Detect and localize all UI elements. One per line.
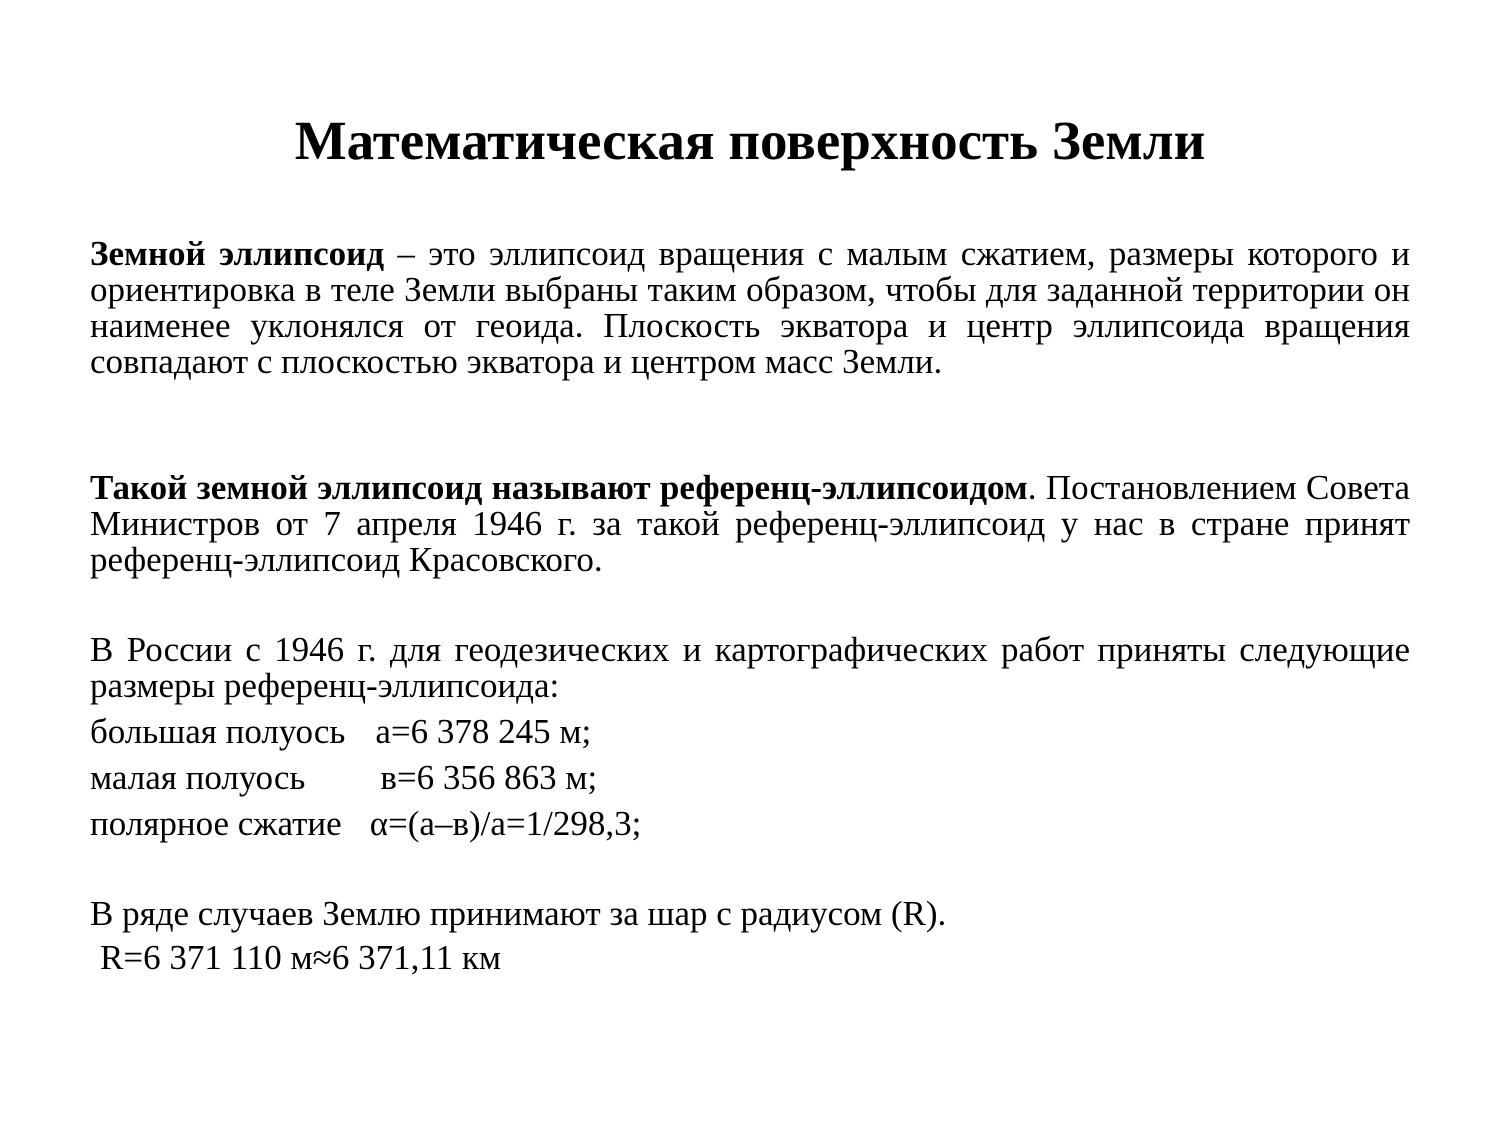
paragraph-russia-dimensions: В России с 1946 г. для геодезических и картографических работ приняты следующие размеры референц-эллипсоида:: [90, 630, 1410, 705]
term-reference-ellipsoid: Такой земной эллипсоид называют референц-эллипсоидом: [90, 468, 1028, 507]
row-polar-flattening: [90, 806, 641, 842]
label-semi-minor-axis: малая полуось: [90, 758, 306, 797]
term-earth-ellipsoid: Земной эллипсоид: [90, 234, 385, 273]
label-semi-major-axis: большая полуось: [90, 712, 346, 751]
row-semi-minor-axis: [90, 760, 597, 796]
paragraph-reference-ellipsoid: [90, 470, 1410, 578]
text-reference-ellipsoid: . Постановлением Совета Министров от 7 апреля 1946 г. за такой референц-эллипсоид у нас в стране принят референц-эллипсоид Красовского.: [90, 468, 1410, 579]
slide-title: Математическая поверхность Земли: [294, 110, 1206, 171]
earth-radius-value: R=6 371 110 м≈6 371,11 км: [100, 938, 501, 977]
label-polar-flattening: полярное сжатие: [90, 804, 342, 843]
value-polar-flattening: α=(а–в)/а=1/298,3;: [369, 804, 642, 843]
paragraph-earth-ellipsoid: [90, 236, 1410, 380]
value-semi-minor-axis: в=6 356 863 м;: [380, 758, 598, 797]
definition-earth-ellipsoid: – это эллипсоид вращения с малым сжатием, размеры которого и ориентировка в теле Земли выбраны таким образом, чтобы для заданной территории он наименее уклонялся от геоида. Плоскость экватора и центр эллипсоида вращения совпадают с плоскостью экватора и центром масс Земли.: [90, 234, 1410, 381]
paragraph-sphere: В ряде случаев Землю принимают за шар с радиусом (R).: [90, 894, 947, 933]
row-semi-major-axis: [90, 714, 591, 750]
value-semi-major-axis: а=6 378 245 м;: [375, 712, 592, 751]
